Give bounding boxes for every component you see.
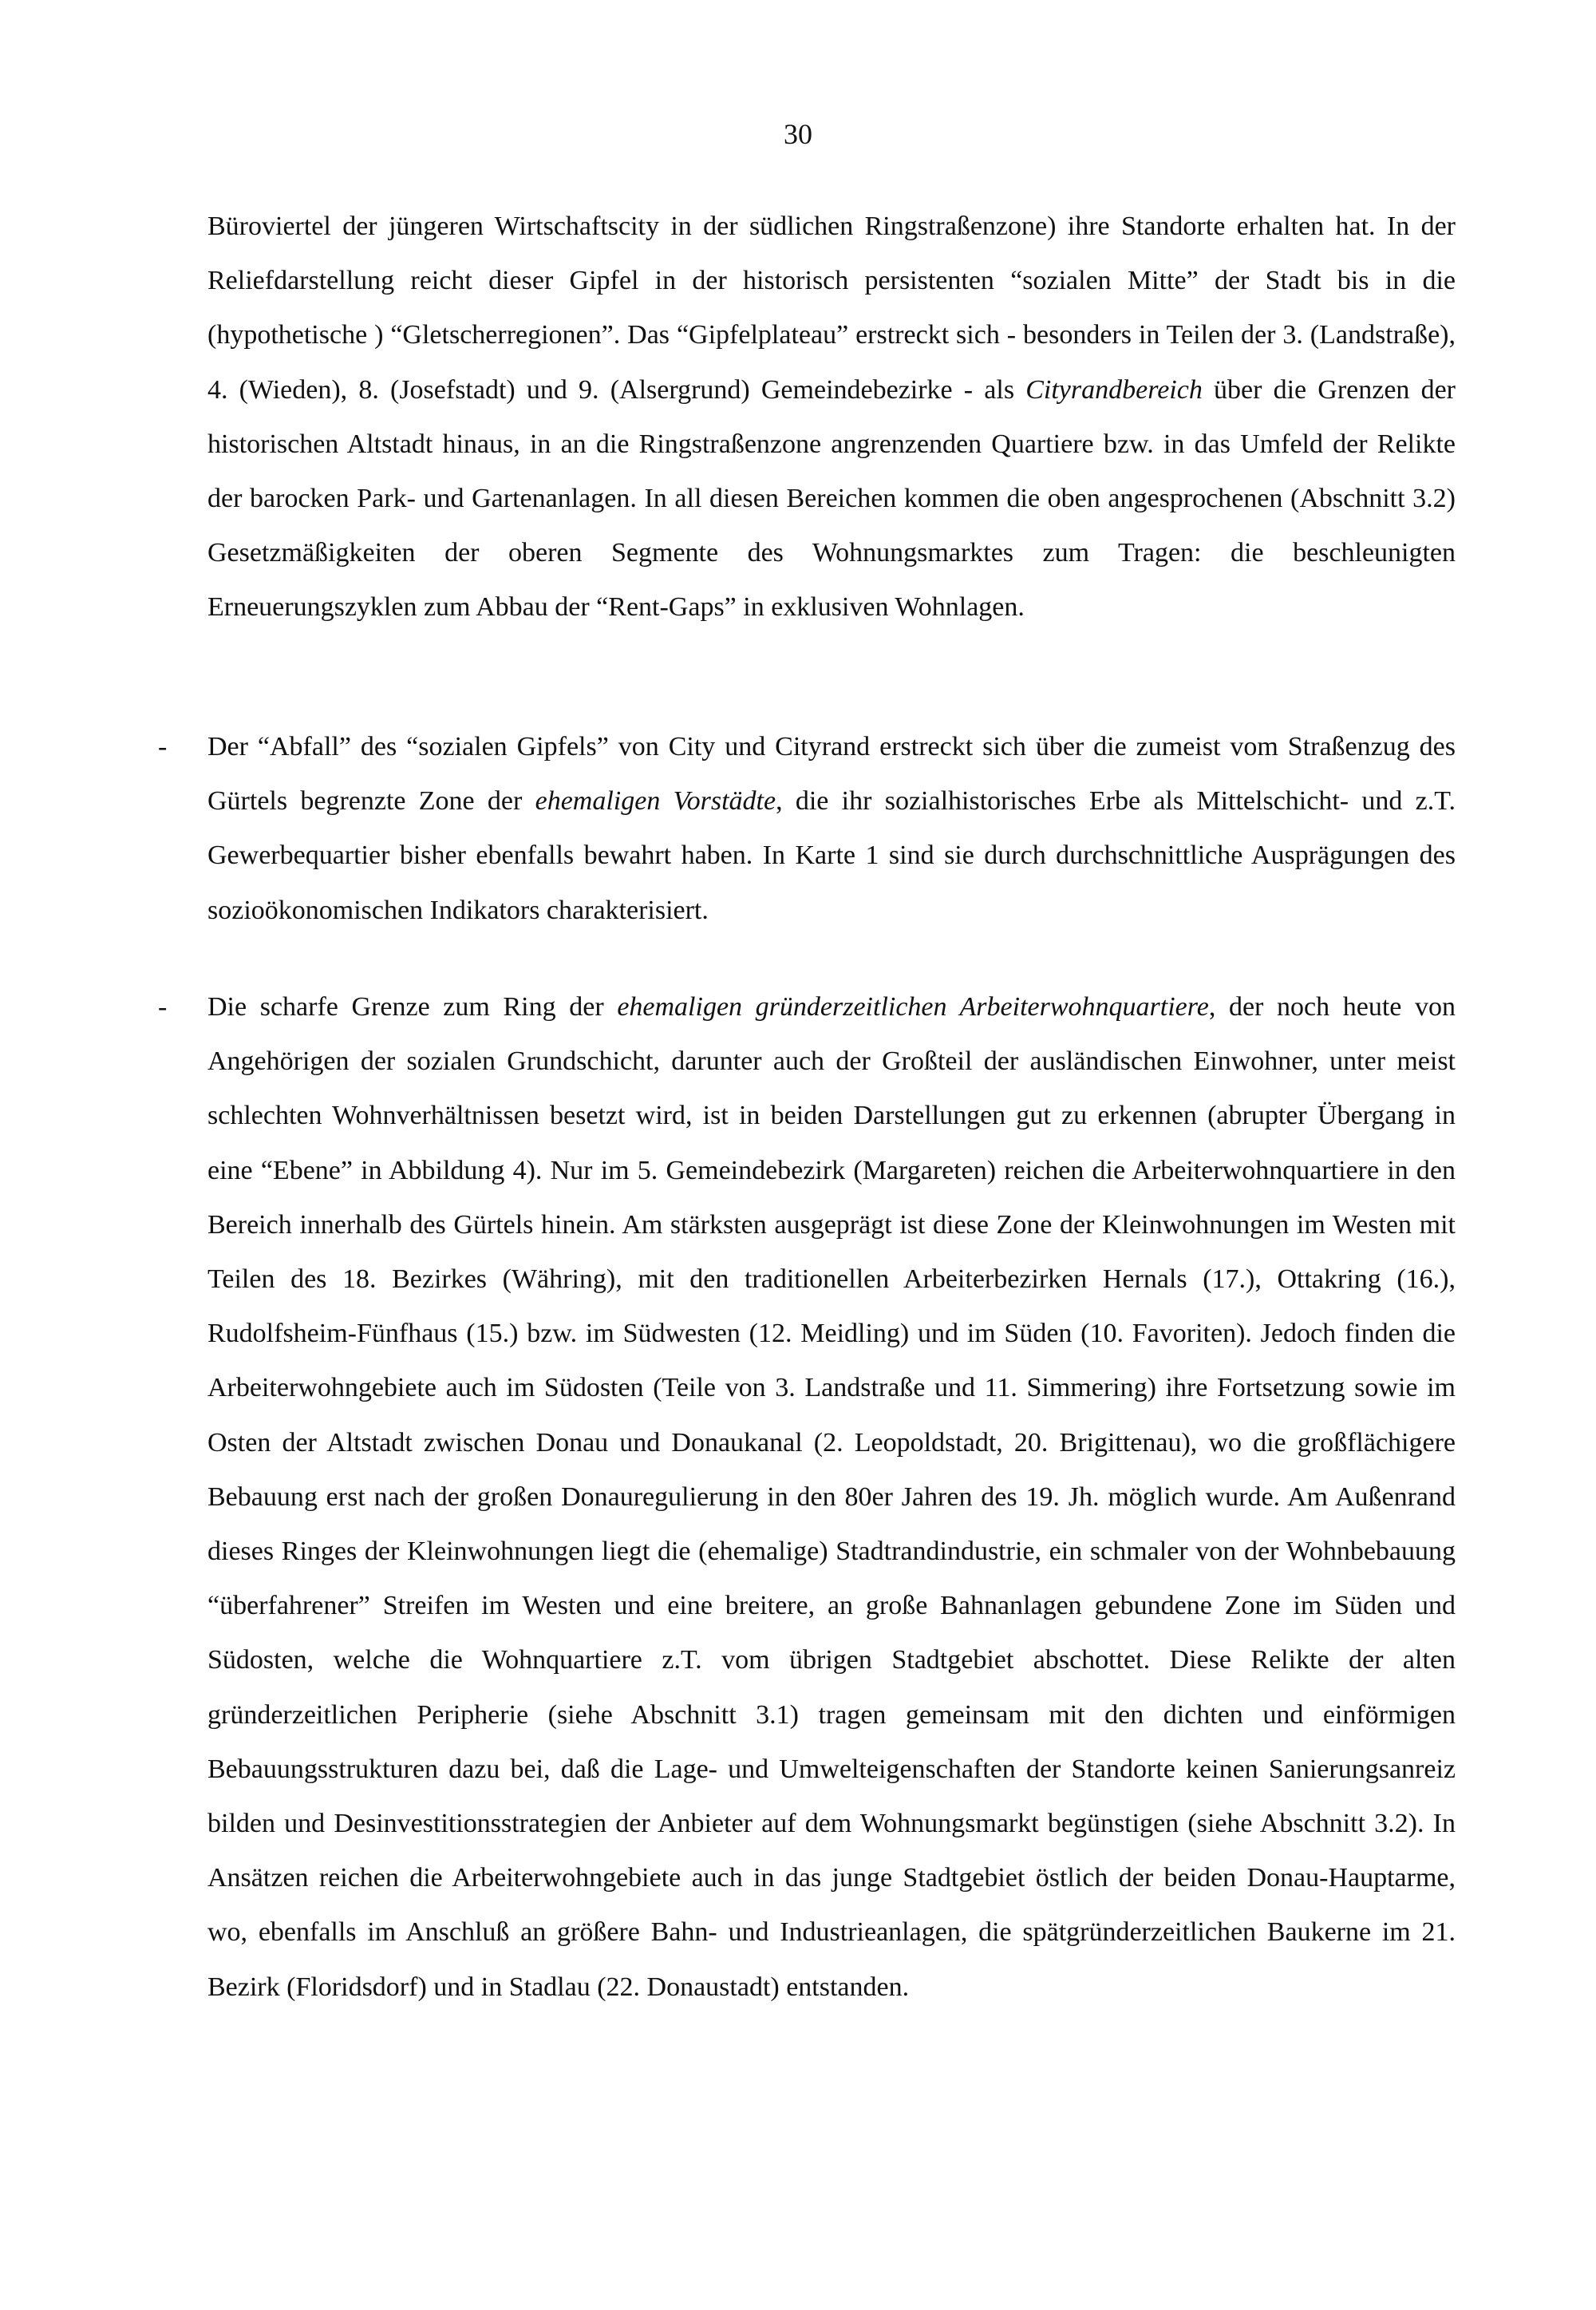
page-number: 30 bbox=[784, 118, 812, 150]
paragraph-3-text-1: Die scharfe Grenze zum Ring der bbox=[207, 992, 618, 1022]
paragraph-2-text-2: , die ihr sozialhistorisches Erbe als Mittelschicht- und z.T. Gewerbequartier bisher ebenfalls bewahrt haben. In Karte 1 sind sie durch durchschnittliche Ausprägungen des sozioökonomischen Indikators charakterisiert. bbox=[207, 786, 1456, 925]
paragraph-1-text-1: Büroviertel der jüngeren Wirtschaftscity in der südlichen Ringstraßenzone) ihre Standorte erhalten hat. In der Reliefdarstellung reicht dieser Gipfel in der historisch persistenten “sozialen Mitte” der Stadt bis in die (hypothetische ) “Gletscherregionen”. Das “Gipfelplateau” erstreckt sich - besonders in Teilen der 3. (Landstraße), 4. (Wieden), 8. (Josefstadt) und 9. (Alsergrund) Gemeindebezirke - als bbox=[207, 212, 1456, 405]
paragraph-2-text-1: Der “Abfall” des “sozialen Gipfels” von City und Cityrand erstreckt sich über die zumeist vom Straßenzug des Gürtels begrenzte Zone der bbox=[207, 732, 1456, 817]
paragraph-3-text-2: , der noch heute von Angehörigen der sozialen Grundschicht, darunter auch der Großteil der ausländischen Einwohner, unter meist schlechten Wohnverhältnissen besetzt wird, ist in beiden Darstellungen gut zu erkennen (abrupter Übergang in eine “Ebene” in Abbildung 4). Nur im 5. Gemeindebezirk (Margareten) reichen die Arbeiterwohnquartiere in den Bereich innerhalb des Gürtels hinein. Am stärksten ausgeprägt ist diese Zone der Kleinwohnungen im Westen mit Teilen des 18. Bezirkes (Währing), mit den traditionellen Arbeiterbezirken Hernals (17.), Ottakring (16.), Rudolfsheim-Fünfhaus (15.) bzw. im Südwesten (12. Meidling) und im Süden (10. Favoriten). Jedoch finden die Arbeiterwohngebiete auch im Südosten (Teile von 3. Landstraße und 11. Simmering) ihre Fortsetzung sowie im Osten der Altstadt zwischen Donau und Donaukanal (2. Leopoldstadt, 20. Brigittenau), wo die großflächigere Bebauung erst nach der großen Donauregulierung in den 80er Jahren des 19. Jh. möglich wurde. Am Außenrand dieses Ringes der Kleinwohnungen liegt die (ehemalige) Stadtrandindustrie, ein schmaler von der Wohnbebauung “überfahrener” Streifen im Westen und eine breitere, an große Bahnanlagen gebundene Zone im Süden und Südosten, welche die Wohnquartiere z.T. vom übrigen Stadtgebiet abschottet. Diese Relikte der alten gründerzeitlichen Peripherie (siehe Abschnitt 3.1) tragen gemeinsam mit den dichten und einförmigen Bebauungsstrukturen dazu bei, daß die Lage- und Umwelteigenschaften der Standorte keinen Sanierungsanreiz bilden und Desinvestitionsstrategien der Anbieter auf dem Wohnungsmarkt begünstigen (siehe Abschnitt 3.2). In Ansätzen reichen die Arbeiterwohngebiete auch in das junge Stadtgebiet östlich der beiden Donau-Hauptarme, wo, ebenfalls im Anschluß an größere Bahn- und Industrieanlagen, die spätgründerzeitlichen Baukerne im 21. Bezirk (Floridsdorf) und in Stadlau (22. Donaustadt) entstanden. bbox=[207, 992, 1456, 2002]
paragraph-3 bbox=[207, 980, 1456, 2015]
paragraph-1 bbox=[207, 200, 1456, 635]
paragraph-2 bbox=[207, 720, 1456, 938]
paragraph-3-emphasis: ehemaligen gründerzeitlichen Arbeiterwohnquartiere bbox=[617, 992, 1209, 1022]
list-dash-3: - bbox=[158, 992, 168, 1022]
paragraph-2-emphasis: ehemaligen Vorstädte bbox=[535, 786, 776, 817]
paragraph-1-text-2: über die Grenzen der historischen Altstadt hinaus, in an die Ringstraßenzone angrenzenden Quartiere bzw. in das Umfeld der Relikte der barocken Park- und Gartenanlagen. In all diesen Bereichen kommen die oben angesprochenen (Abschnitt 3.2) Gesetzmäßigkeiten der oberen Segmente des Wohnungsmarktes zum Tragen: die beschleunigten Erneuerungszyklen zum Abbau der “Rent-Gaps” in exklusiven Wohnlagen. bbox=[207, 374, 1456, 623]
paragraph-1-emphasis: Cityrandbereich bbox=[1025, 374, 1203, 405]
list-dash-2: - bbox=[158, 732, 168, 761]
